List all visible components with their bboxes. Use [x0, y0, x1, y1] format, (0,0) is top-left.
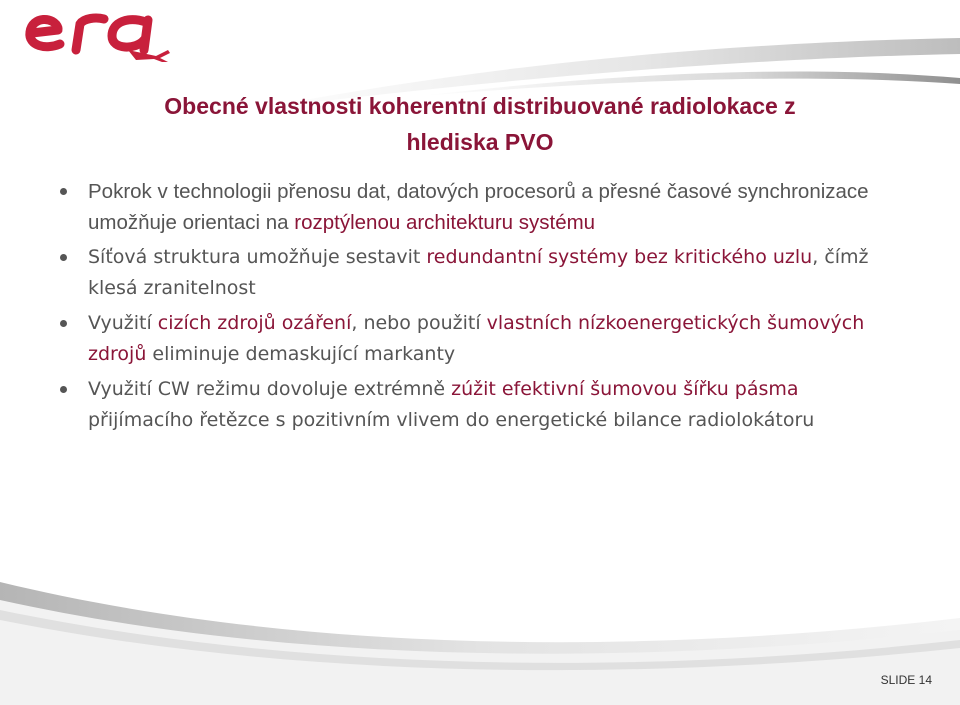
- slide-title: [100, 88, 860, 160]
- bullet-item-4: [58, 374, 908, 436]
- bullet-item-1: [58, 176, 908, 238]
- bullet-1-text: Pokrok v technologii přenosu dat, datových procesorů a přesné časové synchronizace umožňuje orientaci na: [88, 180, 869, 234]
- bullet-dot-icon: [60, 254, 67, 261]
- bullet-3-text: Využití: [88, 312, 158, 334]
- era-logo: [18, 6, 178, 62]
- bullet-dot-icon: [60, 386, 67, 393]
- bullet-list: [58, 176, 908, 440]
- bullet-3-text-end: eliminuje demaskující markanty: [146, 343, 456, 365]
- bullet-4-highlight: zúžit efektivní šumovou šířku pásma: [451, 378, 799, 400]
- bullet-2-text: Síťová struktura umožňuje sestavit: [88, 246, 427, 268]
- bullet-item-3: [58, 308, 908, 370]
- slide-title-line-1: Obecné vlastnosti koherentní distribuované radiolokace z: [164, 93, 796, 119]
- bullet-4-text: Využití CW režimu dovoluje extrémně: [88, 378, 452, 400]
- slide-number: SLIDE 14: [880, 673, 932, 687]
- bullet-1-highlight: rozptýlenou architekturu systému: [294, 211, 596, 234]
- slide-title-line-2: hlediska PVO: [406, 129, 554, 155]
- bullet-3-highlight-1: cizích zdrojů ozáření: [157, 312, 352, 334]
- bullet-3-highlight-2: vlastních nízkoenergetických šumových zdrojů: [88, 312, 865, 365]
- bullet-4-text-end: přijímacího řetězce s pozitivním vlivem do energetické bilance radiolokátoru: [88, 409, 815, 431]
- bullet-2-text-end: , čímž klesá zranitelnost: [88, 246, 869, 299]
- bullet-3-text-mid: , nebo použití: [351, 312, 487, 334]
- bullet-2-highlight: redundantní systémy bez kritického uzlu: [426, 246, 813, 268]
- bullet-dot-icon: [60, 188, 67, 195]
- bullet-dot-icon: [60, 320, 67, 327]
- bullet-item-2: [58, 242, 908, 304]
